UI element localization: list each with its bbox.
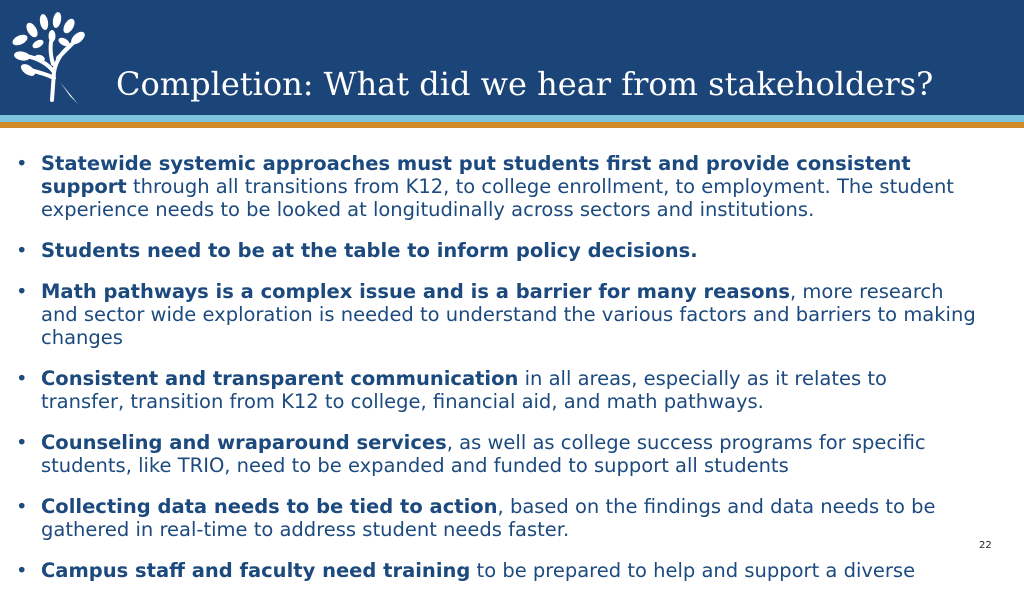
bullet-item bbox=[16, 152, 976, 221]
bullet-list bbox=[16, 152, 976, 600]
bullet-lead: Collecting data needs to be tied to action bbox=[41, 495, 498, 518]
bullet-text: , more research and sector wide exploration is needed to understand the various factors and barriers to making changes bbox=[41, 280, 976, 349]
bullet-item bbox=[16, 239, 976, 262]
header-stripe-orange bbox=[0, 122, 1024, 128]
bullet-marker: • bbox=[16, 280, 28, 303]
page-number: 22 bbox=[979, 540, 992, 551]
bullet-text: through all transitions from K12, to college enrollment, to employment. The student experience needs to be looked at longitudinally across sectors and institutions. bbox=[41, 175, 954, 221]
bullet-lead: Campus staff and faculty need training bbox=[41, 559, 471, 582]
bullet-lead: Statewide systemic approaches must put students first and provide consistent support bbox=[41, 152, 911, 198]
bullet-lead: Counseling and wraparound services bbox=[41, 431, 447, 454]
bullet-lead: Consistent and transparent communication bbox=[41, 367, 519, 390]
bullet-marker: • bbox=[16, 431, 28, 454]
bullet-lead: Math pathways is a complex issue and is a barrier for many reasons bbox=[41, 280, 791, 303]
bullet-text: to be prepared to help and support a diverse bbox=[470, 559, 916, 582]
bullet-item bbox=[16, 559, 976, 582]
tree-logo-icon bbox=[8, 12, 88, 104]
bullet-marker: • bbox=[16, 152, 28, 175]
bullet-marker: • bbox=[16, 495, 28, 518]
bullet-text: in all areas, especially as it relates to transfer, transition from K12 to college, financial aid, and math pathways. bbox=[41, 367, 887, 413]
bullet-item bbox=[16, 495, 976, 541]
bullet-lead: Students need to be at the table to inform policy decisions. bbox=[41, 239, 698, 262]
bullet-marker: • bbox=[16, 559, 28, 582]
bullet-item bbox=[16, 280, 976, 349]
bullet-item bbox=[16, 431, 976, 477]
bullet-marker: • bbox=[16, 367, 28, 390]
header-stripe-light bbox=[0, 115, 1024, 122]
slide-title: Completion: What did we hear from stakeholders? bbox=[116, 65, 934, 103]
bullet-text: , as well as college success programs for specific students, like TRIO, need to be expanded and funded to support all students bbox=[41, 431, 926, 477]
bullet-item bbox=[16, 367, 976, 413]
bullet-marker: • bbox=[16, 239, 28, 262]
bullet-text: , based on the findings and data needs to be gathered in real-time to address student needs faster. bbox=[41, 495, 936, 541]
